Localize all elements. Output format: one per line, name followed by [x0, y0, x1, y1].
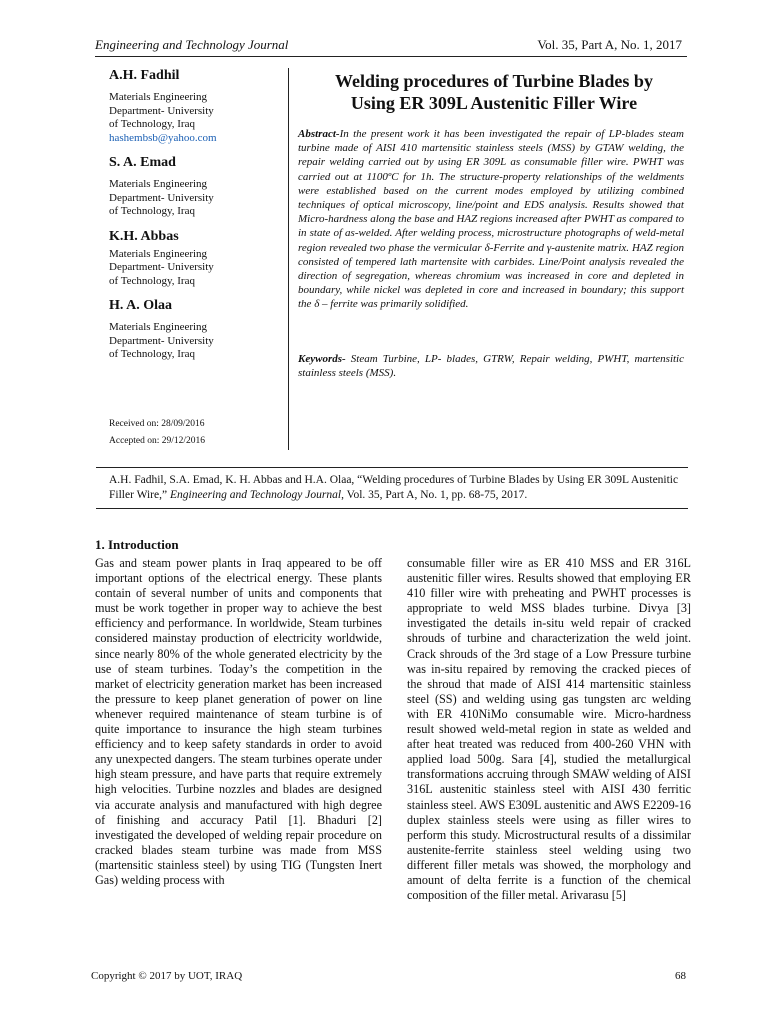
volume-info: Vol. 35, Part A, No. 1, 2017 — [537, 37, 682, 52]
author-block — [109, 155, 279, 219]
page-number: 68 — [675, 970, 686, 982]
citation — [109, 473, 679, 503]
author-affiliation: of Technology, Iraq — [109, 274, 195, 287]
authors-column — [109, 68, 279, 372]
received-date: Received on: 28/09/2016 — [109, 419, 205, 429]
author-name: S. A. Emad — [109, 155, 176, 170]
author-affiliation: Department- University — [109, 334, 214, 347]
author-affiliation: of Technology, Iraq — [109, 348, 195, 360]
author-affiliation: of Technology, Iraq — [109, 205, 195, 217]
author-email-link[interactable]: hashembsb@yahoo.com — [109, 131, 217, 144]
dates-block — [109, 416, 205, 450]
keywords-label: Keywords- — [298, 353, 346, 365]
header-rule — [95, 56, 687, 57]
citation-journal: Engineering and Technology Journal — [169, 489, 342, 501]
author-affiliation: Department- University — [109, 104, 214, 117]
author-block — [109, 68, 279, 145]
author-affiliation: of Technology, Iraq — [109, 118, 195, 130]
author-affiliation: Materials Engineering — [109, 247, 208, 260]
author-name: A.H. Fadhil — [109, 68, 180, 83]
citation-volume-pages: , Vol. 35, Part A, No. 1, pp. 68-75, 2017. — [341, 489, 528, 501]
body-column-right: consumable filler wire as ER 410 MSS and ER 316L austenitic filler wires. Results showed that employing ER 410 filler wire with preheating and PWHT processes is appropriate to weld MSS blades turbine. Divya [3] investigated the details in-situ weld repair of cracked shrouds of turbine and characterization the weld joint. Crack shrouds of the 3rd stage of a Low Pressure turbine was in-situ repaired by removing the cracked pieces of the shroud that made of AISI 414 martensitic stainless steel (SS) and welding using gas tungsten arc welding with ER 410NiMo consumable wire. Micro-hardness result showed weld-metal region in state as welded and after heat treated was reduced from 400-260 VHN with applied load 500g. Sara [4], studied the metallurgical transformations accruing through SMAW welding of AISI 316L austenitic stainless steel with AISI 430 ferritic stainless steel. AWS E309L austenitic and AWS E2209-16 duplex stainless steels were using as filler wires to perform this study. Microstructural results of a dissimilar austenite-ferrite stainless steel welding using two different filler metals was showed, the morphology and amount of delta ferrite is a function of the chemical composition of the filler metal. Arivarasu [5] — [407, 556, 691, 903]
keywords — [298, 352, 684, 380]
accepted-date: Accepted on: 29/12/2016 — [109, 436, 206, 446]
body-column-left: Gas and steam power plants in Iraq appeared to be off important options of the electrical energy. These plants contain of several number of units and components that must be work together in proper way to achieve the best efficiency and performance. In worldwide, Steam turbines considered mainstay production of electricity worldwide, since nearly 80% of the whole generated electricity by the use of steam turbines. Today’s the competition in the market of electricity generation market has been increased the pressure to keep planet generation of power on line whenever required maintenance of steam turbine is of quite importance to insurance the high steam turbines efficiency and to keep safety standards in order to avoid any unexpected dangers. The steam turbines operate under high steam pressure, and have parts that require extremely high velocities. Turbine nozzles and blades are designed via accurate analysis and manufactured with high degree of finishing and accuracy Patil [1]. Bhaduri [2] investigated the developed of welding repair procedure on cracked blades steam turbine was made from MSS (martensitic stainless steel) by using TIG (Tungsten Inert Gas) welding process with — [95, 556, 382, 887]
column-divider — [288, 68, 289, 450]
paper-title — [298, 70, 690, 114]
section-heading: 1. Introduction — [95, 537, 179, 552]
author-affiliation: Department- University — [109, 261, 214, 273]
journal-name: Engineering and Technology Journal — [95, 37, 289, 52]
abstract — [298, 127, 684, 312]
title-line: Welding procedures of Turbine Blades by — [335, 71, 653, 91]
author-affiliation: Materials Engineering — [109, 321, 208, 333]
author-name: K.H. Abbas — [109, 228, 179, 244]
abstract-label: Abstract- — [298, 128, 340, 140]
keywords-text: Steam Turbine, LP- blades, GTRW, Repair welding, PWHT, martensitic stainless steels (MSS). — [298, 353, 684, 380]
copyright: Copyright © 2017 by UOT, IRAQ — [91, 970, 243, 982]
title-line: Using ER 309L Austenitic Filler Wire — [350, 93, 638, 113]
abstract-text: In the present work it has been investigated the repair of LP-blades steam turbine made of AISI 410 martensitic stainless steels (MSS) by GTAW welding, the repair welding carried out by using ER 309L as consumable filler wire. PWHT was carried out at 1100ºC for 1h. The structure-property relationships of the weldments were established based on the current modes employed by utilizing combined techniques of optical microscopy, line/point and EDS analysis. Results showed that Micro-hardness along the base and HAZ regions increased after PWHT as compared to in state of as-welded. After welding process, microstructure photographs of weld-metal region revealed two phase the vermicular δ-Ferrite and γ-austenite matrix. HAZ region consisted of tempered lath martensite with carbides. Line/Point analysis revealed the direction of segregation, whereas chromium was increased in core and depleted in boundary, while nickel was depleted in core and increased in boundary; this support the δ – ferrite was primarily solidified. — [298, 128, 684, 311]
author-affiliation: Materials Engineering — [109, 91, 208, 103]
author-block — [109, 298, 279, 362]
citation-authors-title: A.H. Fadhil, S.A. Emad, K. H. Abbas and H.A. Olaa, “Welding procedures of Turbine Blades by Using ER 309L Austenitic Filler Wire,” — [109, 474, 679, 501]
author-affiliation: Materials Engineering — [109, 178, 208, 190]
author-block — [109, 229, 279, 289]
author-name: H. A. Olaa — [109, 298, 173, 313]
author-affiliation: Department- University — [109, 191, 214, 204]
